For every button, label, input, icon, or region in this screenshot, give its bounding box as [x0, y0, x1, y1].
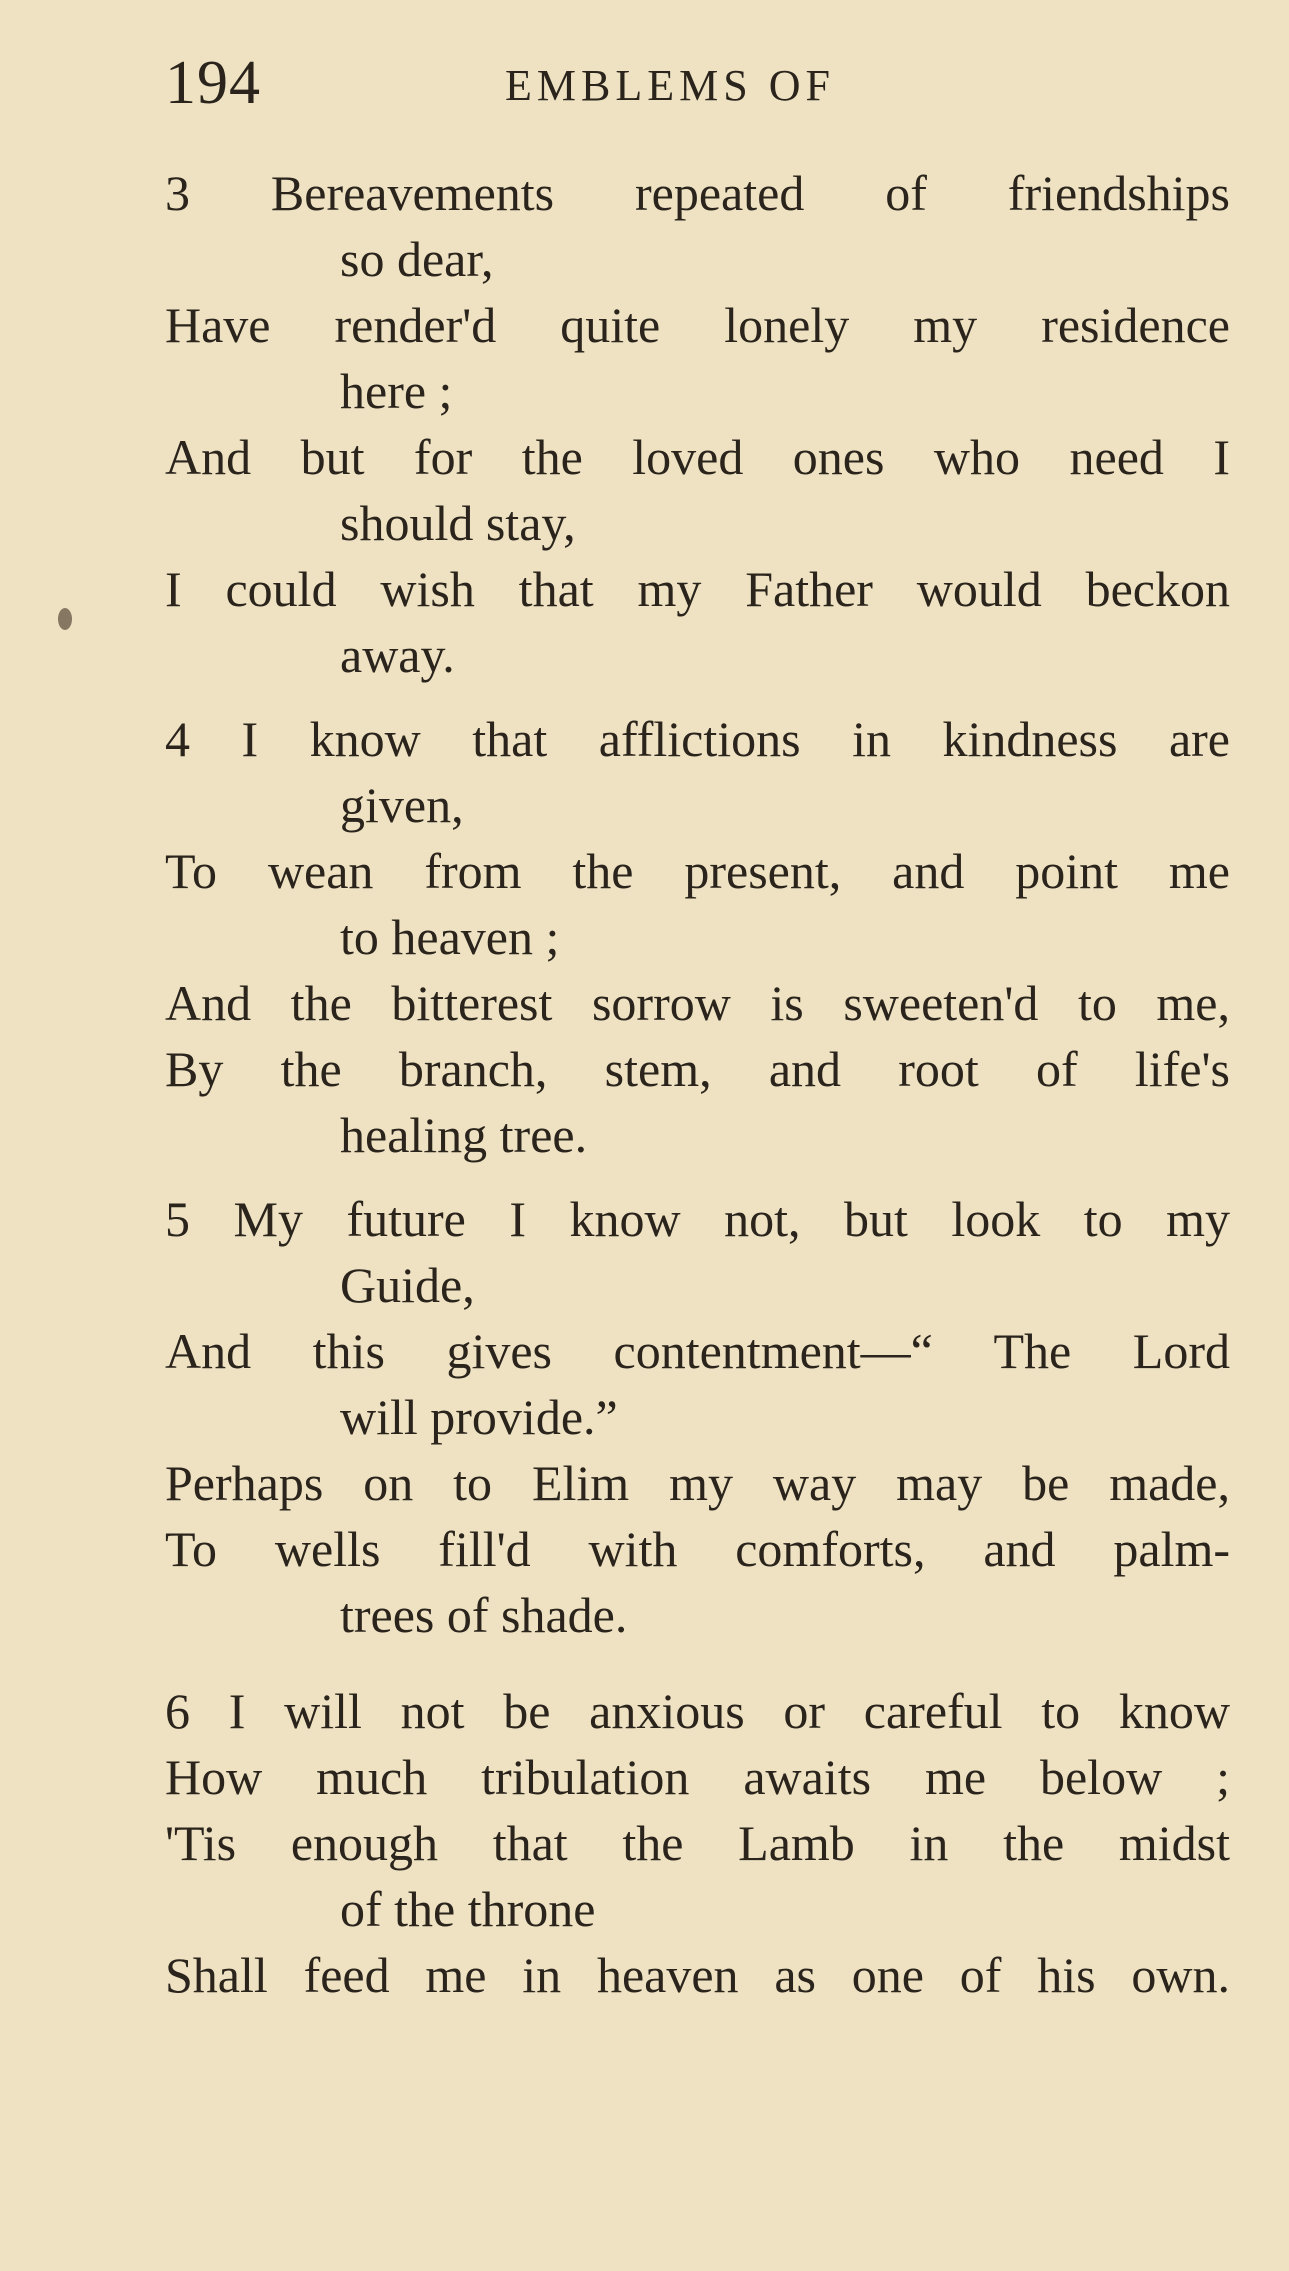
verse-line-continuation: given, — [340, 777, 464, 833]
stanza-3 — [165, 160, 1230, 688]
verse-line: To wells fill'd with comforts, and palm- — [165, 1521, 1230, 1577]
stanza-6 — [165, 1678, 1230, 2008]
verse-line: How much tribulation awaits me below ; — [165, 1749, 1230, 1805]
verse-line: And this gives contentment—“ The Lord — [165, 1323, 1230, 1379]
verse-line-continuation: so dear, — [340, 231, 494, 287]
verse-line-continuation: healing tree. — [340, 1107, 588, 1163]
verse-line: 5 My future I know not, but look to my — [165, 1191, 1230, 1247]
verse-line-continuation: to heaven ; — [340, 909, 560, 965]
verse-line: I could wish that my Father would beckon — [165, 561, 1230, 617]
page-header — [165, 48, 1165, 118]
verse-line: Shall feed me in heaven as one of his own. — [165, 1947, 1230, 2003]
verse-line: Have render'd quite lonely my residence — [165, 297, 1230, 353]
ink-blemish — [58, 608, 72, 630]
hymn-text — [165, 160, 1230, 2026]
verse-line-continuation: should stay, — [340, 495, 576, 551]
stanza-4 — [165, 706, 1230, 1168]
verse-line: 4 I know that afflictions in kindness are — [165, 711, 1230, 767]
verse-line-continuation: Guide, — [340, 1257, 475, 1313]
running-title: EMBLEMS OF — [505, 61, 835, 110]
stanza-5 — [165, 1186, 1230, 1648]
verse-line-continuation: will provide.” — [340, 1389, 618, 1445]
verse-line: And but for the loved ones who need I — [165, 429, 1230, 485]
verse-line: By the branch, stem, and root of life's — [165, 1041, 1230, 1097]
verse-line: 6 I will not be anxious or careful to know — [165, 1683, 1230, 1739]
verse-line: 'Tis enough that the Lamb in the midst — [165, 1815, 1230, 1871]
verse-line-continuation: trees of shade. — [340, 1587, 628, 1643]
verse-line: 3 Bereavements repeated of friendships — [165, 165, 1230, 221]
verse-line: Perhaps on to Elim my way may be made, — [165, 1455, 1230, 1511]
verse-line: To wean from the present, and point me — [165, 843, 1230, 899]
verse-line: And the bitterest sorrow is sweeten'd to me, — [165, 975, 1230, 1031]
verse-line-continuation: of the throne — [340, 1881, 596, 1937]
page-number: 194 — [165, 49, 261, 117]
verse-line-continuation: away. — [340, 627, 455, 683]
verse-line-continuation: here ; — [340, 363, 453, 419]
